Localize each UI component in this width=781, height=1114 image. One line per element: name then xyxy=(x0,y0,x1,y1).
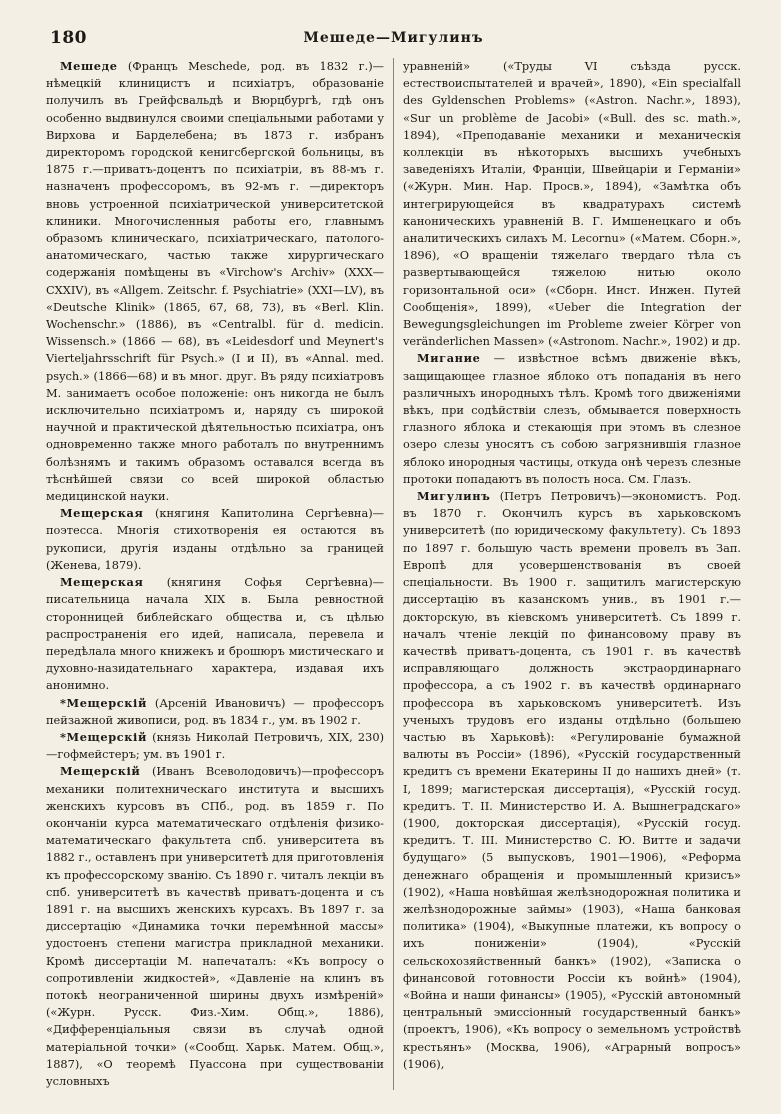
entry xyxy=(403,350,741,488)
entry-headword: Мешеде xyxy=(60,59,118,73)
entry-text: уравненій» («Труды VI съѣзда русск. естествоиспытателей и врачей», 1890), «Ein specialfall des Gyldenschen Problems» («Astron. Nachr.», 1893), «Sur un problème de Jacobi» («Bull. des sc. math.», 1894), «Преподаваніе механики и механическія коллекціи въ нѣкоторыхъ высшихъ учебныхъ заведеніяхъ Италіи, Франціи, Швейцаріи и Германіи» («Журн. Мин. Нар. Просв.», 1894), «Замѣтка объ интегрирующейся въ квадратурахъ системѣ каноническихъ уравненій В. Г. Имшенецкаго и объ аналитическихъ силахъ М. Lecornu» («Матем. Сборн.», 1896), «О вращеніи тяжелаго твердаго тѣла съ развертывающейся тяжелою нитью около горизонтальной оси» («Сборн. Инст. Инжен. Путей Сообщенія», 1899), «Ueber die Integration der Bewegungsgleichungen im Probleme zweier Körper von veränderlichen Massen» («Astronom. Nachr.», 1902) и др. xyxy=(403,59,741,349)
right-column xyxy=(403,58,741,1090)
entry-text: (Францъ Meschede, род. въ 1832 г.)—нѣмецкій клиницистъ и психіатръ, образованіе получилъ въ Грейфсвальдѣ и Вюрцбургѣ, гдѣ онъ особенно выдвинулся своими спеціальными работами у Вирхова и Барделебена; въ 1873 г. избранъ директоромъ городской кенигсбергской больницы, въ 1875 г.—приватъ-доцентъ по психіатріи, въ 88-мъ г. назначенъ профессоромъ, въ 92-мъ г. —директоръ вновь устроенной психіатрической университетской клиники. Многочисленныя работы его, главнымъ образомъ клиническаго, психіатрическаго, патолого-анатомическаго, частью также хирургическаго содержанія помѣщены въ «Virchow's Archiv» (XXX—CXXIV), въ «Allgem. Zeitschr. f. Psychiatrie» (XXI—LV), въ «Deutsche Klinik» (1865, 67, 68, 73), въ «Berl. Klin. Wochenschr.» (1886), въ «Centralbl. für d. medicin. Wissensch.» (1866 — 68), въ «Leidesdorf und Meynert's Vierteljahrsschrift für Psych.» (I и II), въ «Annal. med. psych.» (1866—68) и въ мног. друг. Въ ряду психіатровъ М. занимаетъ особое положеніе: онъ никогда не былъ исключительно психіатромъ и, наряду съ широкой научной и практической дѣятельностью психіатра, онъ одновременно также много работалъ по внутреннимъ болѣзнямъ и такимъ образомъ оставался всегда въ тѣснѣйшей связи со всей широкой областью медицинской науки. xyxy=(46,59,384,504)
column-divider xyxy=(393,58,394,1090)
entry-text: (князь Николай Петровичъ, XIX, 230)—гофмейстеръ; ум. въ 1901 г. xyxy=(46,729,384,762)
running-title: Мешеде—Мигулинъ xyxy=(303,30,484,46)
entry-text: (Петръ Петровичъ)—экономистъ. Род. въ 1870 г. Окончилъ курсъ въ харьковскомъ университетѣ (по юридическому факультету). Съ 1893 по 1897 г. большую часть времени провелъ въ Зап. Европѣ для усовершенствованія въ своей спеціальности. Въ 1900 г. защитилъ магистерскую диссертацію въ казанскомъ унив., въ 1901 г.—докторскую, въ кіевскомъ университетѣ. Съ 1899 г. началъ чтеніе лекцій по финансовому праву въ качествѣ приватъ-доцента, съ 1901 г. въ качествѣ исправляющаго должность экстраординарнаго профессора, а съ 1902 г. въ качествѣ ординарнаго профессора въ харьковскомъ университетѣ. Изъ ученыхъ трудовъ его изданы отдѣльно (большею частью въ Харьковѣ): «Регулированіе бумажной валюты въ Россіи» (1896), «Русскій государственный кредитъ съ времени Екатерины II до нашихъ дней» (т. I, 1899; магистерская диссертація), «Русскій госуд. кредитъ. Т. II. Министерство И. А. Вышнеградскаго» (1900, докторская диссертація), «Русскій госуд. кредитъ. Т. III. Министерство С. Ю. Витте и задачи будущаго» (5 выпусковъ, 1901—1906), «Реформа денежнаго обращенія и промышленный кризисъ» (1902), «Наша новѣйшая желѣзнодорожная политика и желѣзнодорожные займы» (1903), «Наша банковая политика» (1904), «Выкупные платежи, къ вопросу о ихъ пониженіи» (1904), «Русскій сельскохозяйственный банкъ» (1902), «Записка о финансовой готовности Россіи къ войнѣ» (1904), «Война и наши финансы» (1905), «Русскій автономный центральный эмиссіонный государственный банкъ» (проектъ, 1906), «Къ вопросу о земельномъ устройствѣ крестьянъ» (Москва, 1906), «Аграрный вопросъ» (1906), xyxy=(403,489,741,1071)
entry xyxy=(46,763,384,1090)
text-columns xyxy=(46,58,741,1090)
entry-text: — извѣстное всѣмъ движеніе вѣкъ, защищающее глазное яблоко отъ попаданія въ него различныхъ инородныхъ тѣлъ. Кромѣ того движеніями вѣкъ, при содѣйствіи слезъ, обмывается поверхность глазного яблока и стекающія при этомъ въ слезное озеро слезы уносятъ съ собою загрязнившія глазное яблоко инородныя частицы, откуда онѣ черезъ слезные протоки попадаютъ въ полость носа. См. Глазъ. xyxy=(403,351,741,486)
page-header xyxy=(46,24,741,54)
entry-headword: *Мещерскій xyxy=(60,695,147,710)
page-number: 180 xyxy=(50,28,87,48)
entry-headword: Мещерская xyxy=(60,506,144,521)
entry xyxy=(46,729,384,763)
entry-headword: Мигание xyxy=(417,351,481,366)
entry xyxy=(46,574,384,694)
entry xyxy=(46,505,384,574)
entry-headword: Мещерскій xyxy=(60,764,141,779)
entry-text: (Иванъ Всеволодовичъ)—профессоръ механики политехническаго института и высшихъ женскихъ курсовъ въ СПб., род. въ 1859 г. По окончаніи курса математическаго отдѣленія физико-математическаго факультета спб. университета въ 1882 г., оставленъ при университетѣ для приготовленія къ профессорскому званію. Съ 1890 г. читалъ лекціи въ спб. университетѣ въ качествѣ приватъ-доцента и съ 1891 г. на высшихъ женскихъ курсахъ. Въ 1897 г. за диссертацію «Динамика точки перемѣнной массы» удостоенъ степени магистра прикладной механики. Кромѣ диссертаціи М. напечаталъ: «Къ вопросу о сопротивленіи жидкостей», «Давленіе на клинъ въ потокѣ неограниченной ширины двухъ измѣреній» («Журн. Русск. Физ.-Хим. Общ.», 1886), «Дифференціальныя связи въ случаѣ одной матеріальной точки» («Сообщ. Харьк. Матем. Общ.», 1887), «О теоремѣ Пуассона при существованіи условныхъ xyxy=(46,764,384,1088)
entry xyxy=(46,695,384,729)
entry-text: (княгиня Софья Сергѣевна)—писательница начала XIX в. Была ревностной сторонницей библейскаго общества и, съ цѣлью распространенія его идей, написала, перевела и передѣлала много книжекъ и брошюръ мистическаго и духовно-назидательнаго характера, издавая ихъ анонимно. xyxy=(46,575,384,693)
entry-text: (Арсеній Ивановичъ) — профессоръ пейзажной живописи, род. въ 1834 г., ум. въ 1902 г. xyxy=(46,695,384,727)
entry-headword: Мигулинъ xyxy=(417,489,491,504)
entry xyxy=(403,488,741,1073)
entry-text: (княгиня Капитолина Сергѣевна)—поэтесса. Многія стихотворенія ея остаются въ рукописи, другія изданы отдѣльно за границей (Женева, 1879). xyxy=(46,506,384,572)
left-column xyxy=(46,58,384,1090)
entry-headword: Мещерская xyxy=(60,575,144,590)
entry-continuation xyxy=(403,58,741,350)
entry xyxy=(46,58,384,505)
entry-headword: *Мещерскій xyxy=(60,729,147,744)
